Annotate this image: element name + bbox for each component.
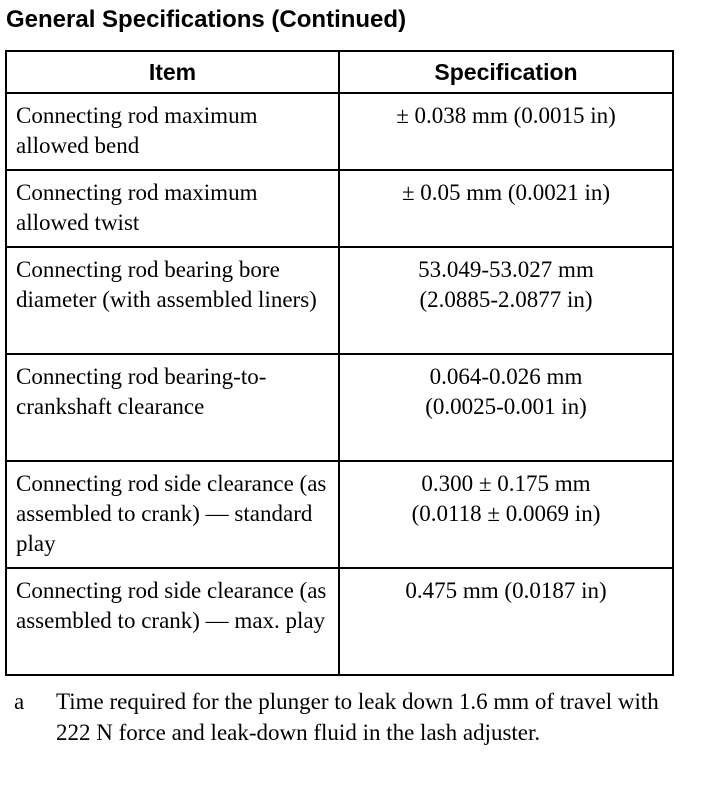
- footnote-marker: a: [14, 689, 25, 714]
- specification-line: 0.475 mm (0.0187 in): [405, 578, 607, 603]
- table-row: [6, 461, 673, 568]
- specification-cell: [339, 170, 673, 247]
- table-row: [6, 93, 673, 170]
- specification-line: 0.300 ± 0.175 mm: [421, 471, 591, 496]
- specification-cell: [339, 461, 673, 568]
- item-cell: Connecting rod maximum allowed twist: [6, 170, 339, 247]
- specification-line: 0.064-0.026 mm: [429, 364, 583, 389]
- specification-line: 53.049-53.027 mm: [418, 257, 594, 282]
- page-title: General Specifications (Continued): [6, 6, 407, 33]
- specification-line: ± 0.038 mm (0.0015 in): [396, 103, 616, 128]
- specification-line: (0.0118 ± 0.0069 in): [411, 501, 601, 526]
- column-header-item: Item: [6, 51, 339, 93]
- item-cell: Connecting rod maximum allowed bend: [6, 93, 339, 170]
- table-row: [6, 170, 673, 247]
- specification-cell: [339, 568, 673, 675]
- column-header-specification: Specification: [339, 51, 673, 93]
- specifications-table: [5, 50, 674, 676]
- item-cell: Connecting rod side clearance (as assembled to crank) — max. play: [6, 568, 339, 675]
- footnote-text: Time required for the plunger to leak down 1.6 mm of travel with 222 N force and leak-down fluid in the lash adjuster.: [56, 689, 659, 745]
- table-header-row: [6, 51, 673, 93]
- specification-cell: [339, 247, 673, 354]
- item-cell: Connecting rod side clearance (as assembled to crank) — standard play: [6, 461, 339, 568]
- table-row: [6, 247, 673, 354]
- table-row: [6, 568, 673, 675]
- specification-line: (0.0025-0.001 in): [425, 394, 587, 419]
- specification-cell: [339, 354, 673, 461]
- item-cell: Connecting rod bearing bore diameter (with assembled liners): [6, 247, 339, 354]
- specification-line: ± 0.05 mm (0.0021 in): [401, 180, 611, 205]
- specification-line: (2.0885-2.0877 in): [419, 287, 593, 312]
- table-row: [6, 354, 673, 461]
- specification-cell: [339, 93, 673, 170]
- item-cell: Connecting rod bearing-to-crankshaft clearance: [6, 354, 339, 461]
